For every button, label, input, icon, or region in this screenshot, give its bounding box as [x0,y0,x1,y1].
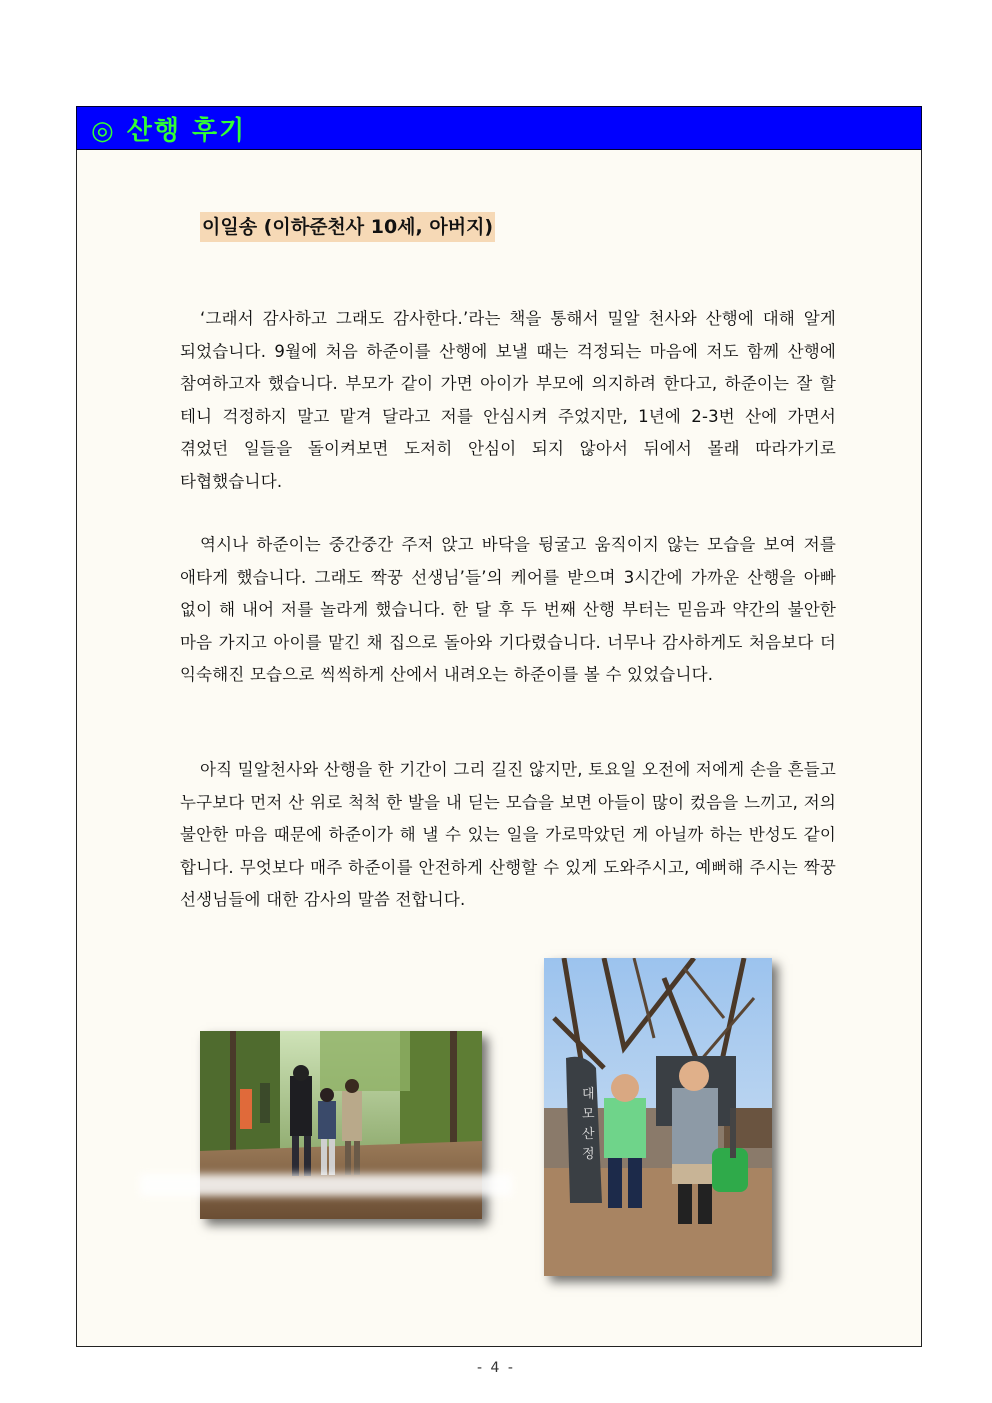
page-number: - 4 - [477,1360,515,1376]
paragraph-3: 아직 밀알천사와 산행을 한 기간이 그리 길진 않지만, 토요일 오전에 저에게 손을 흔들고 누구보다 먼저 산 위로 척척 한 발을 내 딛는 모습을 보면 아들이 많이 컸음을 느끼고, 저의 불안한 마음 때문에 하준이가 해 낼 수 있는 일을 가로막았던 게 아닐까 하는 반성도 같이 합니다. 무엇보다 매주 하준이를 안전하게 산행할 수 있게 도와주시고, 예뻐해 주시는 짝꿍 선생님들에 대한 감사의 말씀 전합니다. [180,760,836,910]
author-line: 이일송 (이하준천사 10세, 아버지) [200,212,495,242]
summit-photo [544,958,772,1276]
svg-text:대: 대 [582,1087,595,1102]
section-title: ◎ 산행 후기 [91,115,247,146]
svg-text:산: 산 [582,1127,595,1142]
paragraph-1: ‘그래서 감사하고 그래도 감사한다.’라는 책을 통해서 밀알 천사와 산행에 대해 알게 되었습니다. 9월에 처음 하준이를 산행에 보낼 때는 걱정되는 마음에 저도 함께 산행에 참여하고자 했습니다. 부모가 같이 가면 아이가 부모에 의지하려 한다고, 하준이는 잘 할 테니 걱정하지 말고 맡겨 달라고 저를 안심시켜 주었지만, 1년에 2-3번 산에 가면서 겪었던 일들을 돌이켜보면 도저히 안심이 되지 않아서 뒤에서 몰래 따라가기로 타협했습니다. [180,309,836,491]
image-blur-strip [140,1174,512,1196]
paragraph-2: 역시나 하준이는 중간중간 주저 앉고 바닥을 뒹굴고 움직이지 않는 모습을 보여 저를 애타게 했습니다. 그래도 짝꿍 선생님’들’의 케어를 받으며 3시간에 가까운 산행을 아빠 없이 해 내어 저를 놀라게 했습니다. 한 달 후 두 번째 산행 부터는 믿음과 약간의 불안한 마음 가지고 아이를 맡긴 채 집으로 돌아와 기다렸습니다. 너무나 감사하게도 처음보다 더 익숙해진 모습으로 씩씩하게 산에서 내려오는 하준이를 볼 수 있었습니다. [180,535,836,685]
svg-text:정: 정 [582,1147,595,1162]
section-header-bar [76,106,922,150]
svg-text:모: 모 [582,1107,595,1122]
